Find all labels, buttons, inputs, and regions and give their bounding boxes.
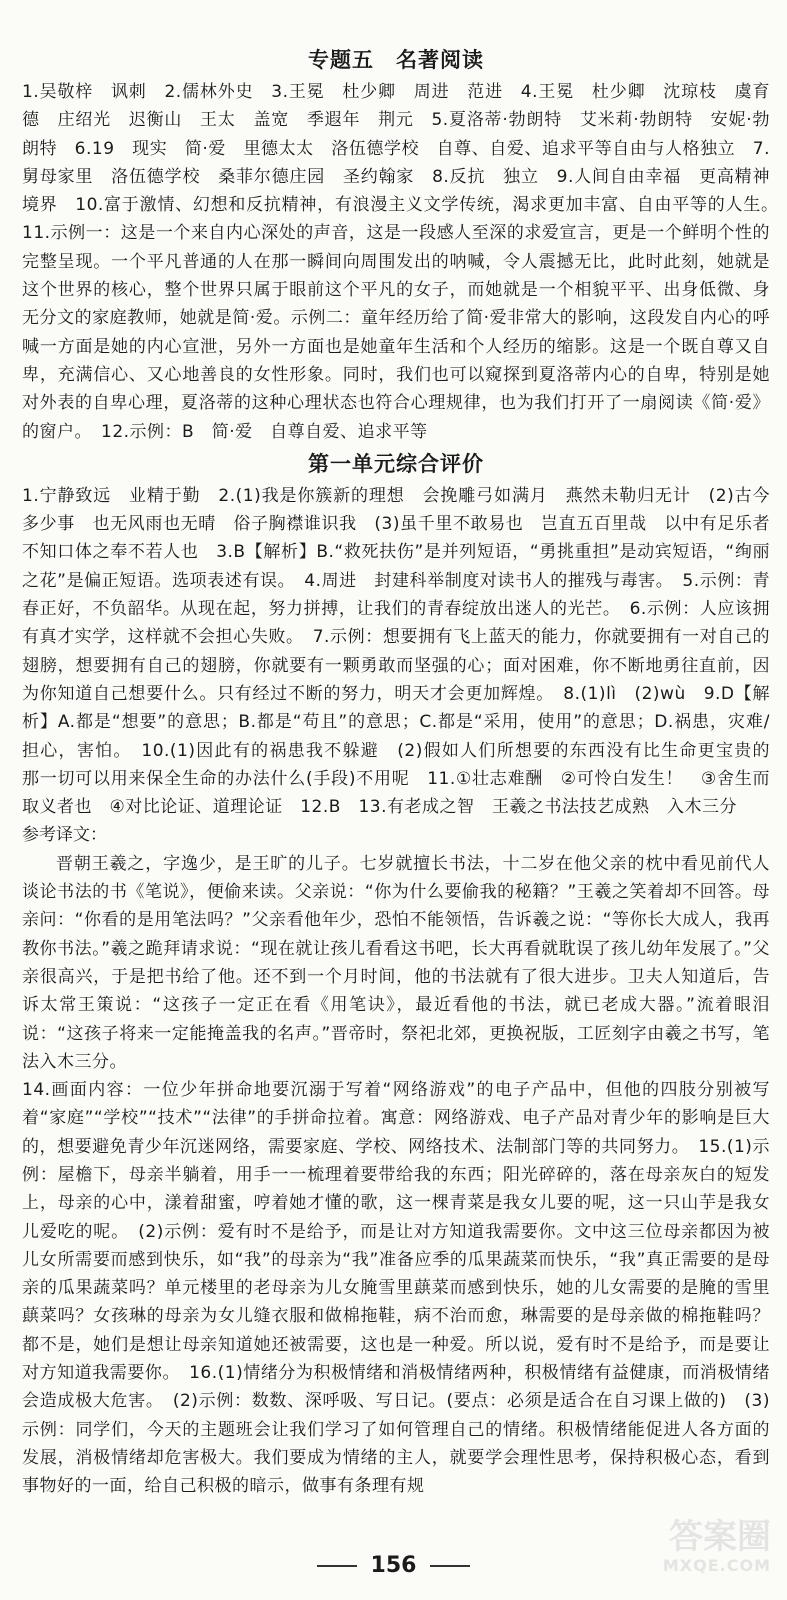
page-number-dash-right (430, 1565, 470, 1567)
page-number-value: 156 (370, 1553, 417, 1578)
translation-label: 参考译文： (22, 825, 107, 846)
watermark-title: 答案圈 (669, 1517, 771, 1557)
section-answers-famous-works: 1.吴敬梓 讽刺 2.儒林外史 3.王冕 杜少卿 周进 范进 4.王冕 杜少卿 沈琼枝 虞育德 庄绍光 迟衡山 王太 盖宽 季遐年 荆元 5.夏洛蒂·勃朗特 艾米莉·勃朗特 安妮·勃朗特 6.19 现实 简·爱 里德太太 洛伍德学校 自尊、自爱、追求平等自由与人格独立 7.舅母家里 洛伍德学校 桑菲尔德庄园 圣约翰家 8.反抗 独立 9.人间自由幸福 更高精神境界 10.富于激情、幻想和反抗精神，有浪漫主义文学传统，渴求更加丰富、自由平等的人生。 11.示例一：这是一个来自内心深处的声音，这是一段感人至深的求爱宣言，更是一个鲜明个性的完整呈现。一个平凡普通的人在那一瞬间向周围发出的呐喊，令人震撼无比，此时此刻，她就是这个世界的核心，整个世界只属于眼前这个平凡的女子，而她就是一个相貌平平、出身低微、身无分文的家庭教师，她就是简·爱。示例二：童年经历给了简·爱非常大的影响，这段发自内心的呼喊一方面是她的内心宣泄，另外一方面也是她童年生活和个人经历的缩影。这是一个既自尊又自卑，充满信心、又心地善良的女性形象。同时，我们也可以窥探到夏洛蒂内心的自卑，特别是她对外表的自卑心理，夏洛蒂的这种心理状态也符合心理规律，也为我们打开了一扇阅读《简·爱》的窗户。 12.示例：B 简·爱 自尊自爱、追求平等 (22, 82, 787, 442)
watermark-url: MXQE.COM (662, 1556, 771, 1575)
answers-14-to-16: 14.画面内容：一位少年拼命地要沉溺于写着“网络游戏”的电子产品中，但他的四肢分别被写着“家庭”“学校”“技术”“法律”的手拼命拉着。寓意：网络游戏、电子产品对青少年的影响是巨大的，想要避免青少年沉迷网络，需要家庭、学校、网络技术、法制部门等的共同努力。 15.(1)示例：屋檐下，母亲半躺着，用手一一梳理着要带给我的东西；阳光碎碎的，落在母亲灰白的短发上，母亲的心中，漾着甜蜜，哼着她才懂的歌，这一棵青菜是我女儿要的呢，这一只山芋是我女儿爱吃的呢。 (2)示例：爱有时不是给予，而是让对方知道我需要你。文中这三位母亲都因为被儿女所需要而感到快乐，如“我”的母亲为“我”准备应季的瓜果蔬菜而快乐，“我”真正需要的是母亲的瓜果蔬菜吗？单元楼里的老母亲为儿女腌雪里蕻菜而感到快乐，她的儿女需要的是腌的雪里蕻菜吗？女孩琳的母亲为女儿缝衣服和做棉拖鞋，病不治而愈，琳需要的是母亲做的棉拖鞋吗？都不是，她们是想让母亲知道她还被需要，这也是一种爱。所以说，爱有时不是给予，而是要让对方知道我需要你。 16.(1)情绪分为积极情绪和消极情绪两种，积极情绪有益健康，而消极情绪会造成极大危害。 (2)示例：数数、深呼吸、写日记。(要点：必须是适合在自习课上做的) (3)示例：同学们，今天的主题班会让我们学习了如何管理自己的情绪。积极情绪能促进人各方面的发展，消极情绪却危害极大。我们要成为情绪的主人，就要学会理性思考，保持积极心态，看到事物好的一面，给自己积极的暗示，做事有条理有规 (22, 1080, 770, 1497)
translation-text: 晋朝王羲之，字逸少，是王旷的儿子。七岁就擅长书法，十二岁在他父亲的枕中看见前代人谈论书法的书《笔说》，便偷来读。父亲说：“你为什么要偷我的秘籍？”王羲之笑着却不回答。母亲问：“你看的是用笔法吗？”父亲看他年少，恐怕不能领悟，告诉羲之说：“等你长大成人，我再教你书法。”羲之跪拜请求说：“现在就让孩儿看看这书吧，长大再看就耽误了孩儿幼年发展了。”父亲很高兴，于是把书给了他。还不到一个月时间，他的书法就有了很大进步。卫夫人知道后，告诉太常王策说：“这孩子一定正在看《用笔诀》，最近看他的书法，就已老成大器。”流着眼泪说：“这孩子将来一定能掩盖我的名声。”晋帝时，祭祀北郊，更换祝版，工匠刻字由羲之书写，笔法入木三分。 (22, 853, 770, 1072)
section-title-unit-one: 第一单元综合评价 (308, 450, 484, 476)
watermark-logo (631, 1518, 771, 1582)
section-answers-unit-one: 1.宁静致远 业精于勤 2.(1)我是你簇新的理想 会挽雕弓如满月 燕然未勒归无计 (2)古今多少事 也无风雨也无晴 俗子胸襟谁识我 (3)虽千里不敢易也 岂直五百里哉 以中有足乐者 不知口体之奉不若人也 3.B【解析】B.“救死扶伤”是并列短语，“勇挑重担”是动宾短语，“绚丽之花”是偏正短语。选项表述有误。 4.周进 封建科举制度对读书人的摧残与毒害。 5.示例：青春正好，不负韶华。从现在起，努力拼搏，让我们的青春绽放出迷人的光芒。 6.示例：人应该拥有真才实学，这样就不会担心失败。 7.示例：想要拥有飞上蓝天的能力，你就要拥有一对自己的翅膀，想要拥有自己的翅膀，你就要有一颗勇敢而坚强的心；面对困难，你不断地勇往直前，因为你知道自己想要什么。只有经过不断的努力，明天才会更加辉煌。 8.(1)lì (2)wù 9.D【解析】A.都是“想要”的意思；B.都是“苟且”的意思；C.都是“采用，使用”的意思；D.祸患，灾难/担心，害怕。 10.(1)因此有的祸患我不躲避 (2)假如人们所想要的东西没有比生命更宝贵的 那一切可以用来保全生命的办法什么(手段)不用呢 11.①壮志难酬 ②可怜白发生！ ③舍生而取义者也 ④对比论证、道理论证 12.B 13.有老成之智 王羲之书法技艺成熟 入木三分 (22, 485, 787, 818)
answer-page (22, 42, 787, 1501)
page-number-dash-left (317, 1565, 357, 1567)
section-title-famous-works: 专题五 名著阅读 (308, 47, 484, 72)
